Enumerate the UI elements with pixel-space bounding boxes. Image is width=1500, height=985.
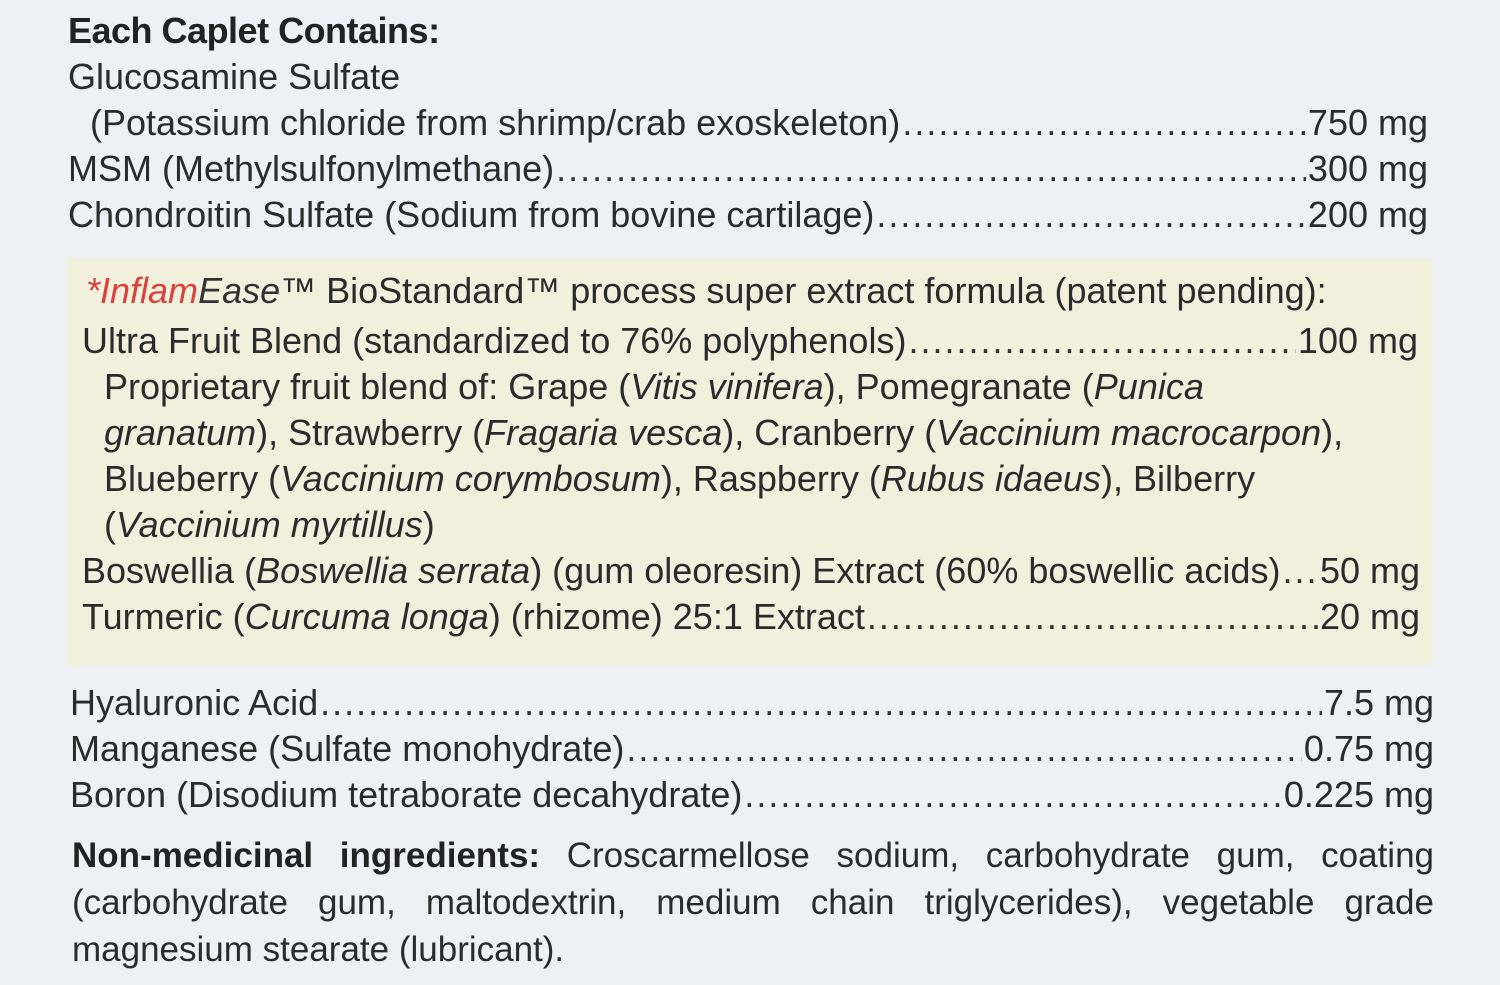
glucosamine-row [90,100,1428,146]
boswellia-text: Boswellia ( [82,550,257,591]
blend-line-2 [104,410,1343,456]
turmeric-text: ) (rhizome) 25:1 Extract [488,596,865,637]
blend-line-3 [104,456,1255,502]
leader-dots [626,726,1302,772]
hyaluronic-amount: 7.5 mg [1323,682,1434,723]
latin-name: Punica [1093,366,1204,407]
blend-text: ), Cranberry ( [722,412,937,453]
boswellia-row [82,548,1420,594]
hyaluronic-row [70,680,1434,726]
blend-text: ), Strawberry ( [256,412,485,453]
latin-name: Vaccinium myrtillus [116,504,423,545]
chondroitin-name: Chondroitin Sulfate (Sodium from bovine cartilage) [68,194,875,235]
footnote-star: * [86,270,101,311]
blend-line-1 [104,364,1204,410]
msm-name: MSM (Methylsulfonylmethane) [68,148,555,189]
turmeric-name [82,594,865,640]
ultra-fruit-amount: 100 mg [1297,320,1418,361]
ultra-fruit-row [82,318,1418,364]
glucosamine-amount: 750 mg [1307,102,1428,143]
non-medicinal-label: Non-medicinal ingredients: [72,836,541,875]
blend-text: ), Pomegranate ( [823,366,1094,407]
non-medicinal-text: Croscarmellose sodium, carbohydrate gum, coating (carbohydrate gum, maltodextrin, medium chain triglycerides), vegetable grade magnesium stearate (lubricant). [72,836,1434,969]
non-medicinal-ingredients [72,832,1434,973]
boron-name: Boron (Disodium tetraborate decahydrate) [70,774,743,815]
ultra-fruit-name: Ultra Fruit Blend (standardized to 76% polyphenols) [82,320,907,361]
latin-name: Boswellia serrata [256,550,531,591]
latin-name: Fragaria vesca [484,412,723,453]
brand-inflam: Inflam [100,270,199,311]
turmeric-row [82,594,1420,640]
extract-title [86,268,1327,314]
blend-text: Proprietary fruit blend of: Grape ( [104,366,631,407]
chondroitin-row [68,192,1428,238]
msm-amount: 300 mg [1307,148,1428,189]
leader-dots [744,772,1282,818]
blend-text: ), [1321,412,1344,453]
brand-ease: Ease [198,270,281,311]
boron-amount: 0.225 mg [1283,774,1434,815]
leader-dots [320,680,1322,726]
leader-dots [556,146,1306,192]
leader-dots [908,318,1295,364]
boswellia-text: ) (gum oleoresin) Extract (60% boswellic acids) [530,550,1281,591]
latin-name: Curcuma longa [244,596,489,637]
manganese-row [70,726,1434,772]
msm-row [68,146,1428,192]
glucosamine-source: (Potassium chloride from shrimp/crab exoskeleton) [90,102,901,143]
leader-dots [876,192,1306,238]
leader-dots [867,594,1318,640]
leader-dots [902,100,1306,146]
boswellia-name [82,548,1280,594]
blend-text: ), Bilberry [1101,458,1256,499]
latin-name: Rubus idaeus [880,458,1102,499]
hyaluronic-name: Hyaluronic Acid [70,682,319,723]
blend-text: ), Raspberry ( [660,458,881,499]
extract-title-rest: ™ BioStandard™ process super extract formula (patent pending): [280,270,1327,311]
latin-name: granatum [104,412,257,453]
turmeric-text: Turmeric ( [82,596,245,637]
glucosamine-name: Glucosamine Sulfate [68,56,401,97]
latin-name: Vaccinium corymbosum [280,458,661,499]
section-heading: Each Caplet Contains: [68,10,440,51]
chondroitin-amount: 200 mg [1307,194,1428,235]
turmeric-amount: 20 mg [1319,596,1420,637]
boron-row [70,772,1434,818]
leader-dots [1282,548,1317,594]
blend-line-4 [104,502,435,548]
blend-text: ( [104,504,116,545]
boswellia-amount: 50 mg [1319,550,1420,591]
manganese-amount: 0.75 mg [1303,728,1434,769]
blend-text: ) [422,504,435,545]
latin-name: Vitis vinifera [630,366,824,407]
latin-name: Vaccinium macrocarpon [936,412,1322,453]
blend-text: Blueberry ( [104,458,281,499]
manganese-name: Manganese (Sulfate monohydrate) [70,728,625,769]
